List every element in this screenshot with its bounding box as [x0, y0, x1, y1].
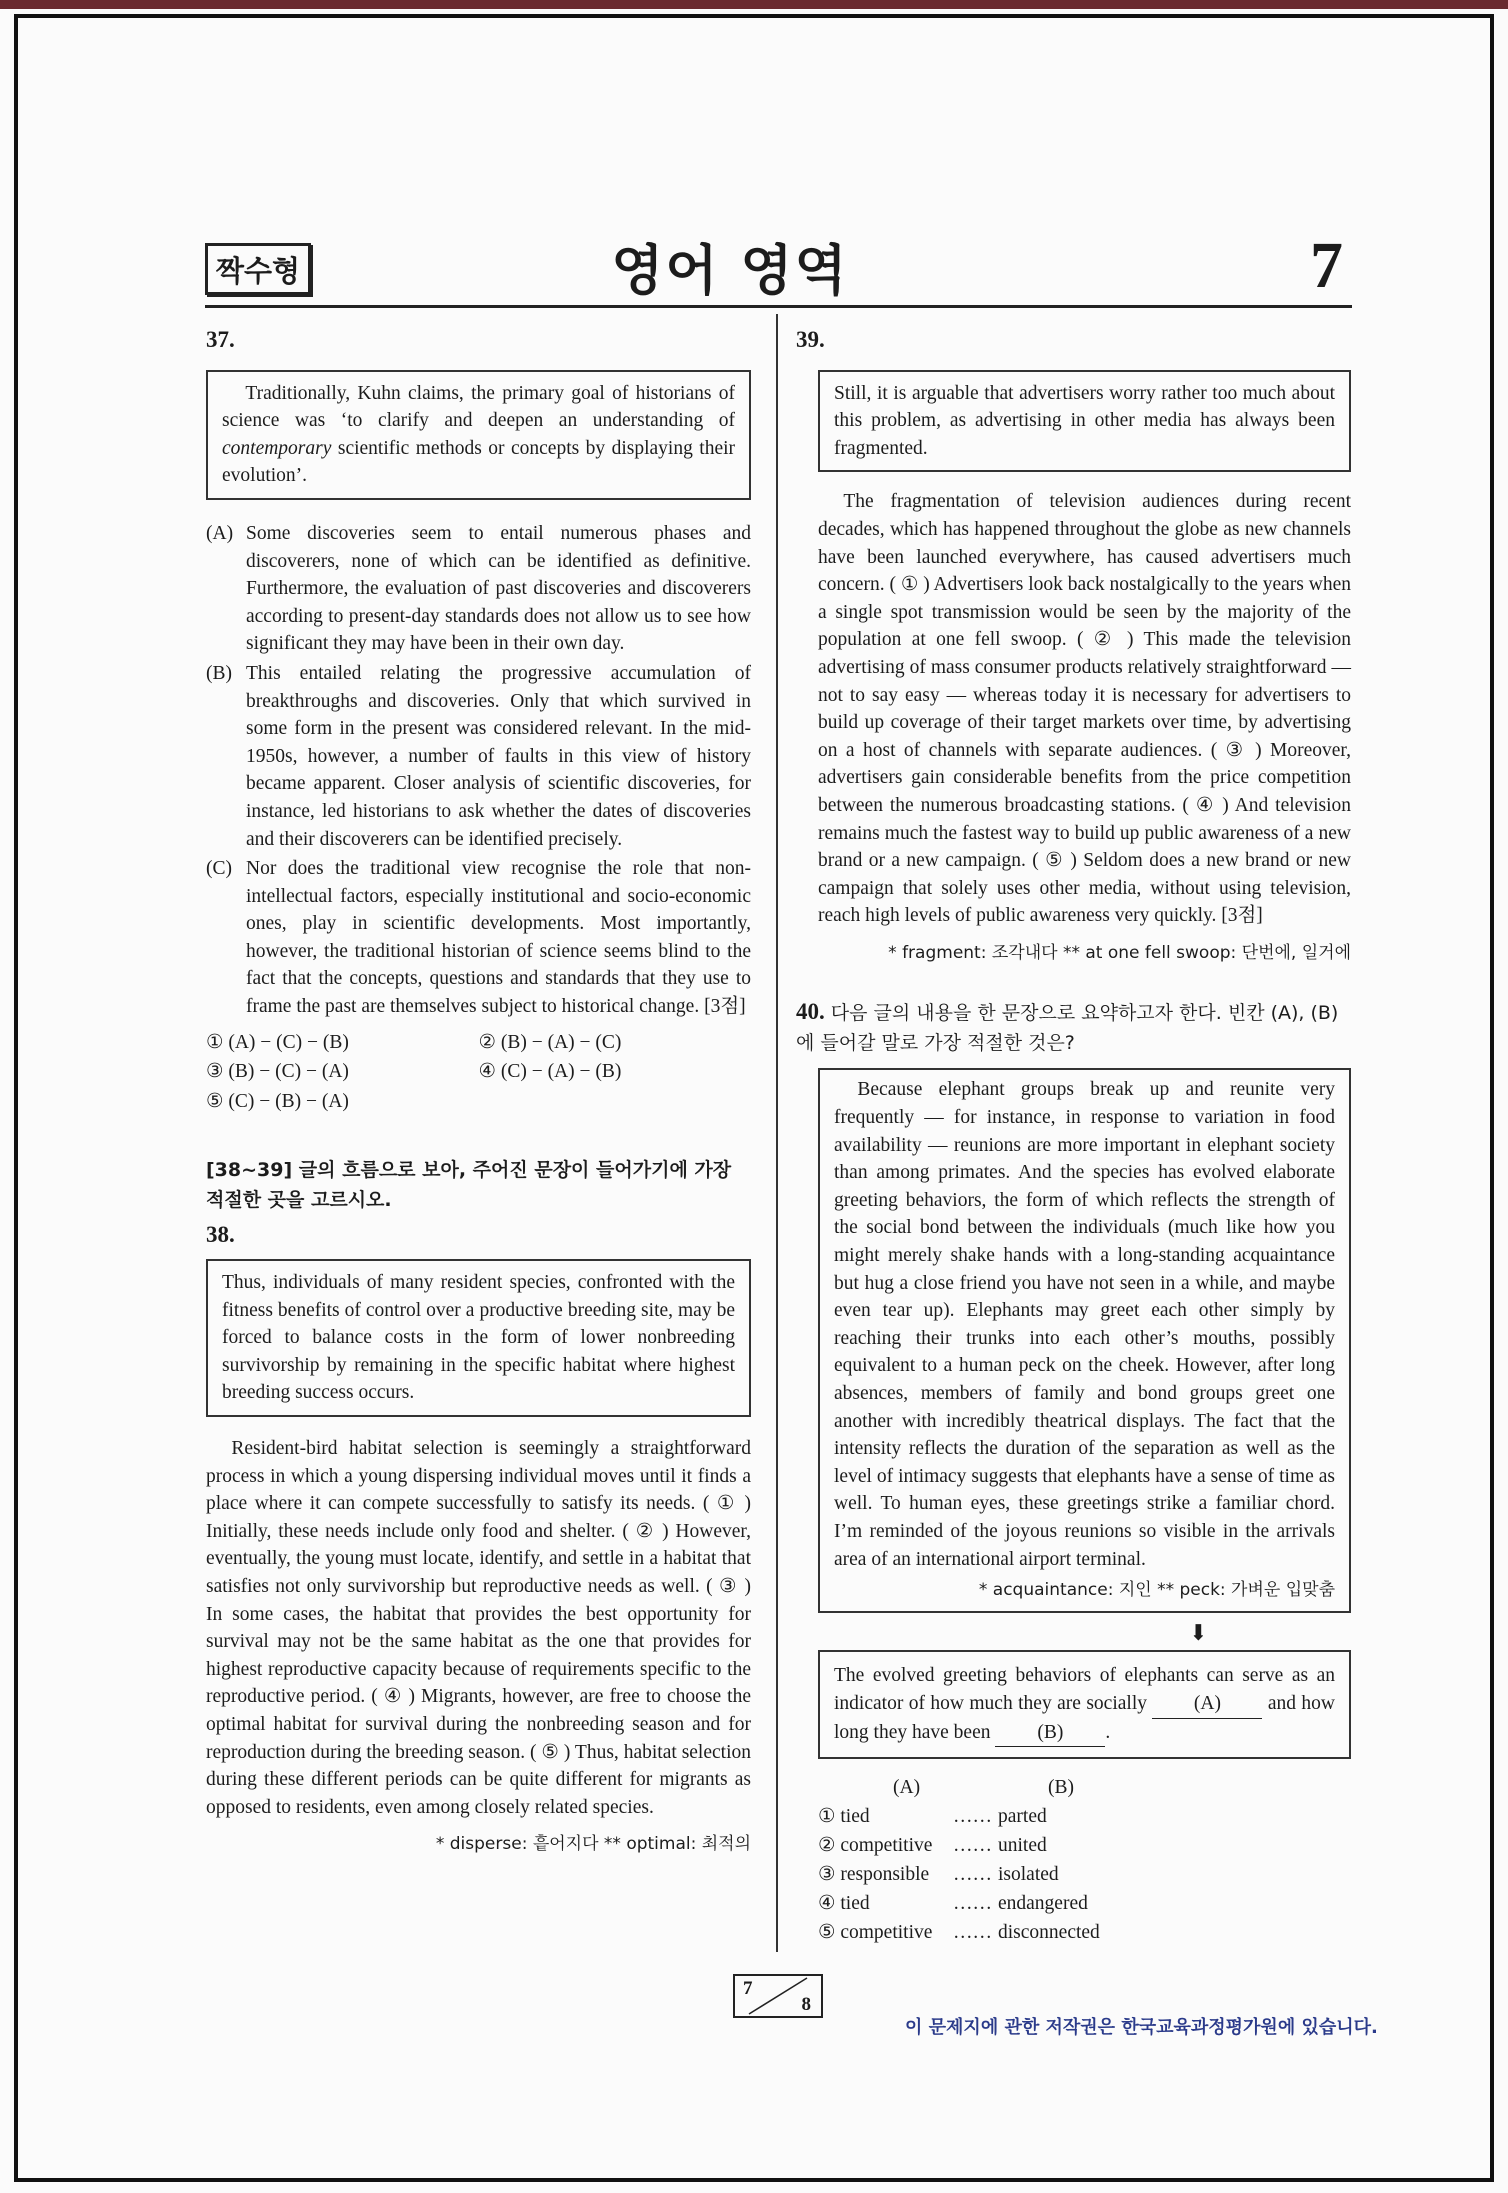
q40-summary-box [818, 1650, 1351, 1759]
page-number: 7 [1310, 229, 1343, 302]
q40-col-b: (B) [1048, 1777, 1074, 1799]
q37-item-c [206, 855, 751, 1021]
q40-passage-box [818, 1068, 1351, 1612]
q40-option-4-b: endangered [998, 1893, 1088, 1915]
question-39-number: 39. [796, 327, 825, 352]
q40-option-2[interactable] [818, 1831, 1351, 1860]
q40-col-a: (A) [893, 1777, 921, 1799]
q39-given-text: Still, it is arguable that advertisers worry rather too much about this problem, as advertising in other media has always been fragmented. [834, 382, 1335, 459]
q40-summary-part2: and how long they have been [834, 1692, 1335, 1743]
left-column [206, 326, 751, 1859]
q38-given-text: Thus, individuals of many resident species, confronted with the fitness benefits of control over a productive breeding site, may be forced to balance costs in the form of lower nonbreeding survivorship by remaining in the specific habitat where highest breeding success occurs. [222, 1272, 735, 1404]
q40-option-3-b: isolated [998, 1864, 1059, 1886]
q40-option-5-b: disconnected [998, 1922, 1100, 1944]
question-39-given-box [818, 370, 1351, 473]
q40-passage: Because elephant groups break up and reunite very frequently — for instance, in response to variation in food availability — reunions are more important in elephant society than among primates. And the species has evolved elaborate greeting behaviors, the form of which reflects the strength of the social bond between the individuals (much like how you might merely shake hands with a long-standing acquaintance but hug a close friend you have not seen in a while, and maybe even tear up). Elephants may greet each other simply by reaching their trunks into each other’s mouths, possibly equivalent to a human peck on the cheek. However, after long absences, members of family and bond groups greet one another with incredibly theatrical displays. The fact that the intensity reflects the duration of the separation as well as the level of intimacy suggests that elephants have a sense of time as well. To human eyes, these greetings strike a familiar chord. I’m reminded of the joyous reunions so visible in the arrivals area of an international airport terminal. [834, 1079, 1335, 1570]
q40-option-3-dots: …… [953, 1864, 992, 1886]
q37-choice-3[interactable]: ③ (B) − (C) − (A) [206, 1061, 349, 1083]
q40-question: 다음 글의 내용을 한 문장으로 요약하고자 한다. 빈칸 (A), (B)에 들어갈 말로 가장 적절한 것은? [796, 1002, 1339, 1055]
q37-item-a-text: Some discoveries seem to entail numerous phases and discoverers, none of which can be identified as definitive. Furthermore, the evaluation of past discoveries and discoverers according to present-day standards does not allow us to see how significant they may have been in their own day. [246, 522, 751, 655]
q40-option-1-dots: …… [953, 1806, 992, 1828]
q40-option-5[interactable] [818, 1918, 1351, 1947]
q40-summary-end: . [1105, 1721, 1111, 1743]
q37-item-c-text: Nor does the traditional view recognise the role that non-intellectual factors, especially institutional and socio-economic ones, play in scientific developments. Most importantly, however, the traditional historian of science seems blind to the fact that the concepts, questions and standards that they use to frame the past are themselves subject to historical change. [3점] [246, 858, 751, 1018]
q37-choice-5[interactable]: ⑤ (C) − (B) − (A) [206, 1090, 349, 1112]
q37-given-italic: contemporary [222, 437, 332, 459]
q37-item-b-text: This entailed relating the progressive accumulation of breakthroughs and discoveries. Only that which survived in some form in the present was considered relevant. In the mid-1950s, however, a number of faults in this view of history became apparent. Closer analysis of scientific discoveries, for instance, led historians to ask whether the dates of discoveries and their discoverers can be identified precisely. [246, 662, 751, 850]
q37-item-a-label: (A) [206, 522, 234, 544]
q37-choice-2[interactable]: ② (B) − (A) − (C) [478, 1031, 622, 1053]
q40-option-1[interactable] [818, 1802, 1351, 1831]
right-column [796, 326, 1351, 1947]
q40-option-5-a: ⑤ competitive [818, 1922, 933, 1944]
q38-passage: Resident-bird habitat selection is seemingly a straightforward process in which a young dispersing individual moves until it finds a place where it can compete successfully to satisfy its needs. ( ① ) Initially, these needs include only food and shelter. ( ② ) However, eventually, the young must locate, identify, and settle in a habitat that satisfies not only survivorship but reproductive needs as well. ( ③ ) In some cases, the habitat that provides the best opportunity for survival may not be the same habitat as the one that provides for highest reproductive capacity because of requirements specific to the reproductive period. ( ④ ) Migrants, however, are free to choose the optimal habitat for survival during the nonbreeding season and for reproduction during the breeding season. ( ⑤ ) Thus, habitat selection during these different periods can be quite different for migrants as opposed to residents, even among closely related species. [206, 1438, 751, 1818]
q40-footnote: * acquaintance: 지인 ** peck: 가벼운 입맞춤 [978, 1580, 1335, 1601]
q37-choices [206, 1029, 751, 1116]
page-indicator [733, 1974, 823, 2018]
column-divider [776, 314, 778, 1952]
q40-option-4-dots: …… [953, 1893, 992, 1915]
q40-header [796, 997, 1351, 1058]
q37-given-text: Traditionally, Kuhn claims, the primary goal of historians of science was ‘to clarify and deepen an understanding of [222, 382, 735, 432]
top-color-strip [0, 0, 1508, 9]
q40-blank-b: (B) [995, 1719, 1105, 1748]
q40-option-2-a: ② competitive [818, 1835, 933, 1857]
question-38-number: 38. [206, 1222, 235, 1248]
q40-option-5-dots: …… [953, 1922, 992, 1944]
down-arrow-icon: ⬇ [1189, 1619, 1208, 1645]
question-37-given-box [206, 370, 751, 500]
question-38-given-box [206, 1259, 751, 1417]
question-37-number: 37. [206, 327, 235, 352]
q40-option-1-b: parted [998, 1806, 1047, 1828]
q37-choice-1[interactable]: ① (A) − (C) − (B) [206, 1031, 349, 1053]
copyright-notice: 이 문제지에 관한 저작권은 한국교육과정평가원에 있습니다. [905, 2017, 1378, 2038]
question-40-number: 40. [796, 999, 825, 1025]
q40-option-1-a: ① tied [818, 1806, 870, 1828]
q40-blank-a: (A) [1152, 1690, 1262, 1719]
q40-summary-part1: The evolved greeting behaviors of elephants can serve as an indicator of how much they are socially [834, 1665, 1335, 1714]
q40-option-3[interactable] [818, 1860, 1351, 1889]
q40-options [818, 1773, 1351, 1947]
q39-footnote: * fragment: 조각내다 ** at one fell swoop: 단번에, 일거에 [888, 942, 1351, 963]
q37-item-a [206, 520, 751, 658]
page-indicator-current: 7 [743, 1978, 753, 1999]
q38-footnote: * disperse: 흩어지다 ** optimal: 최적의 [435, 1834, 751, 1855]
q40-option-2-b: united [998, 1835, 1047, 1857]
page-title: 영어 영역 [611, 239, 849, 302]
q37-given-rest: scientific methods or concepts by displaying their evolution’. [222, 437, 736, 487]
q37-item-c-label: (C) [206, 858, 232, 880]
page-indicator-total: 8 [801, 1994, 811, 2015]
header-rule [205, 305, 1352, 308]
q37-item-b [206, 660, 751, 853]
q40-options-header [818, 1773, 1351, 1802]
q40-option-2-dots: …… [953, 1835, 992, 1857]
q37-choice-4[interactable]: ④ (C) − (A) − (B) [478, 1061, 622, 1083]
q40-option-4[interactable] [818, 1889, 1351, 1918]
exam-type-badge: 짝수형 [205, 243, 311, 295]
q37-item-b-label: (B) [206, 662, 232, 684]
q40-option-3-a: ③ responsible [818, 1864, 930, 1886]
q38-39-instruction: [38~39] 글의 흐름으로 보아, 주어진 문장이 들어가기에 가장 적절한 곳을 고르시오. [206, 1159, 732, 1212]
q39-passage: The fragmentation of television audiences during recent decades, which has happened throughout the globe as new channels have been launched everywhere, has caused advertisers much concern. ( ① ) Advertisers look back nostalgically to the years when a single spot transmission would be seen by the majority of the population at one fell swoop. ( ② ) This made the television advertising of mass consumer products relatively straightforward — not to say easy — whereas today it is necessary for advertisers to build up coverage of their target markets over time, by advertising on a host of channels with separate audiences. ( ③ ) Moreover, advertisers gain considerable benefits from the price competition between the numerous broadcasting stations. ( ④ ) And television remains much the fastest way to build up public awareness of a new brand or a new campaign. ( ⑤ ) Seldom does a new brand or new campaign that solely uses other media, without using television, reach high levels of public awareness very quickly. [3점] [818, 491, 1351, 927]
q40-option-4-a: ④ tied [818, 1893, 870, 1915]
